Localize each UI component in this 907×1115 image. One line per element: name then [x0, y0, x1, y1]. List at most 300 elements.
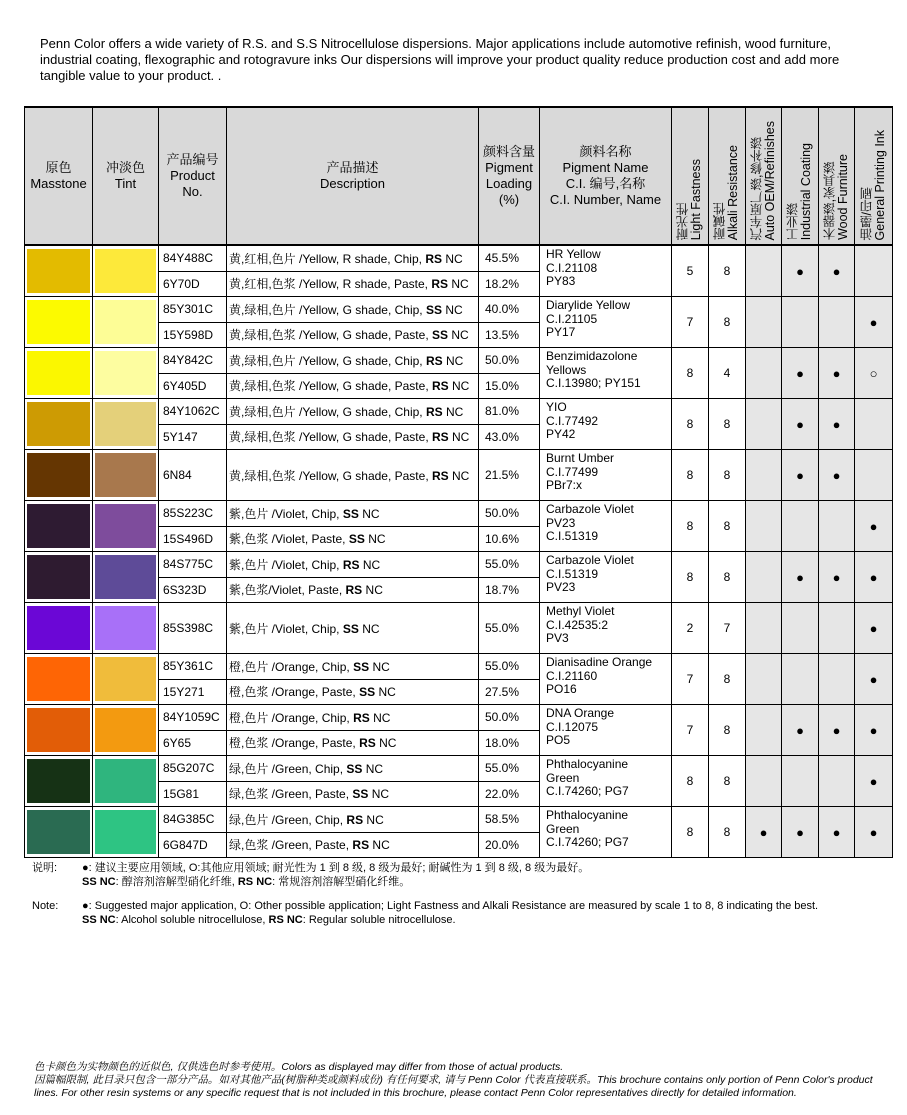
product-description: [227, 807, 479, 833]
header-wood-furniture: 木器漆,家具漆 Wood Furniture: [819, 107, 855, 245]
tint-swatch: [93, 756, 159, 807]
product-code: 85S398C: [159, 603, 227, 654]
printing-mark: ●: [855, 654, 893, 705]
desc-en: Yellow, G shade, Chip,: [302, 404, 423, 419]
table-row: [25, 552, 893, 578]
desc-cn: 绿,色浆 /: [229, 787, 276, 802]
masstone-swatch: [25, 705, 93, 756]
notes-cn-rsnc: RS NC: [237, 876, 273, 888]
pigment-loading: 40.0%: [479, 297, 540, 323]
industrial-mark: ●: [782, 348, 819, 399]
wood-mark: [819, 654, 855, 705]
header-auto-oem: 汽车原厂漆,修补漆 Auto OEM/Refinishes: [746, 107, 782, 245]
tint-color: [95, 555, 156, 599]
product-description: [227, 832, 479, 858]
tint-color: [95, 708, 156, 752]
desc-cn: 黄,绿相,色浆 /: [229, 430, 303, 445]
desc-nc-type: RS: [426, 404, 443, 419]
desc-nc: NC: [372, 659, 390, 674]
product-description: [227, 781, 479, 807]
tint-swatch: [93, 399, 159, 450]
notes-cn-label: 说明:: [32, 862, 58, 874]
masstone-swatch: [25, 654, 93, 705]
desc-en: Violet, Chip,: [275, 506, 340, 521]
auto-oem-mark: ●: [746, 807, 782, 858]
pigment-loading: 58.5%: [479, 807, 540, 833]
desc-nc-type: SS: [432, 328, 449, 343]
masstone-swatch: [25, 807, 93, 858]
wood-mark: ●: [819, 552, 855, 603]
desc-cn: 橙,色浆 /: [229, 736, 276, 751]
masstone-swatch: [25, 399, 93, 450]
auto-oem-mark: [746, 501, 782, 552]
product-description: [227, 322, 479, 348]
auto-oem-mark: [746, 297, 782, 348]
printing-mark: ●: [855, 297, 893, 348]
desc-en: Orange, Paste,: [275, 736, 356, 751]
desc-nc-type: RS: [342, 557, 360, 572]
pigment-loading: 50.0%: [479, 501, 540, 527]
footer-line1: 色卡颜色为实物颜色的近似色, 仅供选色时参考使用。Colors as displayed may differ from those of actual products.: [34, 1061, 564, 1073]
masstone-color: [27, 453, 90, 497]
pigment-loading: 45.5%: [479, 245, 540, 271]
product-code: 84Y488C: [159, 245, 227, 271]
desc-nc: NC: [445, 302, 463, 317]
masstone-color: [27, 708, 90, 752]
printing-mark: [855, 399, 893, 450]
masstone-color: [27, 402, 90, 446]
desc-en: Green, Paste,: [275, 787, 350, 802]
masstone-color: [27, 657, 90, 701]
desc-nc-type: SS: [342, 621, 359, 636]
printing-mark: ○: [855, 348, 893, 399]
desc-nc: NC: [365, 583, 383, 598]
desc-cn: 黄,绿相,色片 /: [229, 302, 303, 317]
desc-cn: 绿,色浆 /: [229, 838, 276, 853]
masstone-swatch: [25, 501, 93, 552]
industrial-mark: ●: [782, 450, 819, 501]
notes-cn-rsnc-text: : 常规溶剂溶解型硝化纤维。: [272, 876, 411, 888]
pigment-name: Benzimidazolone Yellows C.I.13980; PY151: [540, 348, 672, 399]
desc-en: Green, Chip,: [275, 812, 344, 827]
pigment-loading: 13.5%: [479, 322, 540, 348]
notes-en: [32, 899, 872, 927]
pigment-name: Methyl Violet C.I.42535:2 PV3: [540, 603, 672, 654]
masstone-swatch: [25, 297, 93, 348]
desc-en: Yellow, R shade, Chip,: [302, 251, 422, 266]
desc-en: Yellow, G shade, Paste,: [302, 379, 429, 394]
light-fastness: 7: [672, 705, 709, 756]
tint-swatch: [93, 552, 159, 603]
wood-mark: [819, 603, 855, 654]
product-code: 15Y271: [159, 679, 227, 705]
alkali-resistance: 8: [709, 705, 746, 756]
desc-nc-type: RS: [432, 468, 449, 483]
alkali-resistance: 8: [709, 450, 746, 501]
header-row: [25, 107, 893, 245]
light-fastness: 2: [672, 603, 709, 654]
light-fastness: 8: [672, 450, 709, 501]
product-code: 15S496D: [159, 526, 227, 552]
pigment-loading: 27.5%: [479, 679, 540, 705]
desc-en: Green, Paste,: [275, 838, 350, 853]
desc-nc: NC: [452, 430, 470, 445]
masstone-swatch: [25, 756, 93, 807]
desc-nc-type: RS: [346, 812, 364, 827]
product-description: [227, 501, 479, 527]
pigment-loading: 20.0%: [479, 832, 540, 858]
desc-en: Yellow, G shade, Paste,: [302, 328, 429, 343]
masstone-color: [27, 555, 90, 599]
desc-nc: NC: [372, 838, 390, 853]
desc-en: Yellow, R shade, Paste,: [302, 277, 428, 292]
desc-cn: 黄,绿相,色浆 /: [229, 328, 303, 343]
pigment-name: Phthalocyanine Green C.I.74260; PG7: [540, 807, 672, 858]
masstone-swatch: [25, 603, 93, 654]
printing-mark: ●: [855, 552, 893, 603]
industrial-mark: ●: [782, 705, 819, 756]
desc-cn: 紫,色浆/: [229, 583, 272, 598]
pigment-name: Carbazole Violet PV23 C.I.51319: [540, 501, 672, 552]
desc-nc: NC: [445, 251, 463, 266]
pigment-name: Phthalocyanine Green C.I.74260; PG7: [540, 756, 672, 807]
product-table-container: [24, 106, 892, 858]
product-description: [227, 679, 479, 705]
product-description: [227, 424, 479, 450]
product-description: [227, 577, 479, 603]
wood-mark: ●: [819, 705, 855, 756]
desc-nc: NC: [452, 379, 470, 394]
header-industrial-coating: 工业漆 Industrial Coating: [782, 107, 819, 245]
product-description: [227, 756, 479, 782]
light-fastness: 7: [672, 297, 709, 348]
header-alkali-resistance: 耐碱性 Alkali Resistance: [709, 107, 746, 245]
product-description: [227, 245, 479, 271]
light-fastness: 8: [672, 807, 709, 858]
desc-cn: 橙,色浆 /: [229, 685, 276, 700]
desc-cn: 黄,红相,色浆 /: [229, 277, 303, 292]
table-row: [25, 807, 893, 833]
pigment-loading: 18.0%: [479, 730, 540, 756]
pigment-loading: 55.0%: [479, 552, 540, 578]
tint-swatch: [93, 654, 159, 705]
pigment-loading: 18.7%: [479, 577, 540, 603]
tint-color: [95, 453, 156, 497]
masstone-swatch: [25, 348, 93, 399]
pigment-loading: 55.0%: [479, 756, 540, 782]
industrial-mark: [782, 297, 819, 348]
product-description: [227, 450, 479, 501]
masstone-color: [27, 249, 90, 293]
notes-cn-line1: ●: 建议主要应用领域, O:其他应用领域; 耐光性为 1 到 8 级, 8 级为最好; 耐碱性为 1 到 8 级, 8 级为最好。: [82, 862, 590, 874]
table-row: [25, 399, 893, 425]
tint-swatch: [93, 807, 159, 858]
desc-nc: NC: [368, 532, 386, 547]
tint-color: [95, 351, 156, 395]
desc-nc: NC: [365, 761, 384, 776]
industrial-mark: ●: [782, 807, 819, 858]
header-masstone: 原色 Masstone: [25, 107, 93, 245]
tint-swatch: [93, 450, 159, 501]
desc-nc-type: RS: [426, 353, 443, 368]
product-table: [24, 106, 893, 858]
masstone-swatch: [25, 450, 93, 501]
desc-cn: 紫,色片 /: [229, 621, 276, 636]
industrial-mark: [782, 756, 819, 807]
desc-cn: 黄,绿相,色片 /: [229, 404, 303, 419]
masstone-swatch: [25, 245, 93, 297]
desc-cn: 黄,红相,色片 /: [229, 251, 303, 266]
printing-mark: ●: [855, 501, 893, 552]
desc-nc: NC: [373, 710, 391, 725]
desc-nc-type: RS: [431, 277, 448, 292]
tint-color: [95, 759, 156, 803]
pigment-loading: 21.5%: [479, 450, 540, 501]
desc-nc-type: RS: [352, 838, 370, 853]
product-description: [227, 348, 479, 374]
auto-oem-mark: [746, 654, 782, 705]
desc-en: Violet, Paste,: [275, 532, 346, 547]
product-description: [227, 705, 479, 731]
alkali-resistance: 8: [709, 399, 746, 450]
desc-nc: NC: [362, 557, 381, 572]
desc-nc: NC: [452, 468, 470, 483]
pigment-name: Burnt Umber C.I.77499 PBr7:x: [540, 450, 672, 501]
pigment-name: YIO C.I.77492 PY42: [540, 399, 672, 450]
table-row: [25, 603, 893, 654]
desc-cn: 绿,色片 /: [229, 812, 276, 827]
tint-color: [95, 606, 156, 650]
table-row: [25, 705, 893, 731]
wood-mark: [819, 756, 855, 807]
auto-oem-mark: [746, 603, 782, 654]
tint-swatch: [93, 348, 159, 399]
tint-swatch: [93, 297, 159, 348]
pigment-loading: 43.0%: [479, 424, 540, 450]
pigment-loading: 50.0%: [479, 348, 540, 374]
auto-oem-mark: [746, 552, 782, 603]
pigment-name: Dianisadine Orange C.I.21160 PO16: [540, 654, 672, 705]
desc-en: Orange, Chip,: [275, 710, 350, 725]
auto-oem-mark: [746, 705, 782, 756]
printing-mark: ●: [855, 756, 893, 807]
desc-nc-type: SS: [346, 761, 363, 776]
desc-cn: 紫,色片 /: [229, 557, 276, 572]
product-description: [227, 399, 479, 425]
header-description: 产品描述 Description: [227, 107, 479, 245]
desc-nc: NC: [379, 736, 397, 751]
desc-en: Yellow, G shade, Paste,: [302, 430, 429, 445]
product-description: [227, 654, 479, 680]
notes-en-ssnc-text: : Alcohol soluble nitrocellulose,: [115, 914, 266, 926]
notes-cn-ssnc: SS NC: [82, 876, 116, 888]
desc-cn: 紫,色浆 /: [229, 532, 276, 547]
tint-swatch: [93, 705, 159, 756]
desc-nc: NC: [366, 812, 384, 827]
desc-nc: NC: [362, 621, 380, 636]
auto-oem-mark: [746, 399, 782, 450]
tint-color: [95, 402, 156, 446]
tint-color: [95, 249, 156, 293]
pigment-name: Carbazole Violet C.I.51319 PV23: [540, 552, 672, 603]
auto-oem-mark: [746, 348, 782, 399]
masstone-color: [27, 351, 90, 395]
desc-en: Yellow, G shade, Paste,: [302, 468, 429, 483]
alkali-resistance: 8: [709, 756, 746, 807]
notes-cn: [32, 861, 872, 889]
product-code: 6Y65: [159, 730, 227, 756]
alkali-resistance: 8: [709, 501, 746, 552]
alkali-resistance: 7: [709, 603, 746, 654]
product-code: 85G207C: [159, 756, 227, 782]
tint-swatch: [93, 501, 159, 552]
industrial-mark: [782, 654, 819, 705]
product-description: [227, 730, 479, 756]
table-row: [25, 450, 893, 501]
pigment-loading: 50.0%: [479, 705, 540, 731]
table-row: [25, 756, 893, 782]
desc-nc-type: SS: [342, 506, 359, 521]
masstone-color: [27, 759, 90, 803]
header-pigment-loading: 颜料含量 Pigment Loading (%): [479, 107, 540, 245]
light-fastness: 8: [672, 399, 709, 450]
header-printing-ink: 油墨/印刷 General Printing Ink: [855, 107, 893, 245]
wood-mark: ●: [819, 245, 855, 297]
footer-disclaimer: [34, 1061, 874, 1100]
notes-cn-ssnc-text: : 醇溶剂溶解型硝化纤维,: [115, 876, 235, 888]
industrial-mark: [782, 603, 819, 654]
light-fastness: 8: [672, 552, 709, 603]
header-tint: 冲淡色 Tint: [93, 107, 159, 245]
desc-nc-type: SS: [348, 532, 365, 547]
light-fastness: 7: [672, 654, 709, 705]
product-description: [227, 526, 479, 552]
masstone-color: [27, 606, 90, 650]
masstone-swatch: [25, 552, 93, 603]
desc-nc: NC: [378, 685, 396, 700]
product-code: 6G847D: [159, 832, 227, 858]
industrial-mark: ●: [782, 245, 819, 297]
desc-nc-type: RS: [353, 710, 370, 725]
table-row: [25, 654, 893, 680]
wood-mark: ●: [819, 399, 855, 450]
printing-mark: ●: [855, 705, 893, 756]
product-code: 6Y70D: [159, 271, 227, 297]
desc-en: Orange, Chip,: [275, 659, 350, 674]
tint-swatch: [93, 603, 159, 654]
alkali-resistance: 8: [709, 297, 746, 348]
desc-en: Violet, Paste,: [271, 583, 343, 598]
desc-nc: NC: [446, 353, 464, 368]
alkali-resistance: 8: [709, 245, 746, 297]
alkali-resistance: 8: [709, 654, 746, 705]
desc-nc: NC: [362, 506, 380, 521]
desc-nc-type: SS: [426, 302, 443, 317]
tint-color: [95, 810, 156, 854]
notes-en-line1: ●: Suggested major application, O: Other possible application; Light Fastness and Alkali Resistance are measured by scale 1 to 8, 8 indicating the best.: [82, 900, 819, 912]
desc-cn: 黄,绿相,色片 /: [229, 353, 303, 368]
product-code: 5Y147: [159, 424, 227, 450]
product-description: [227, 552, 479, 578]
tint-color: [95, 300, 156, 344]
intro-paragraph: Penn Color offers a wide variety of R.S. and S.S Nitrocellulose dispersions. Major applications include automotive refinish, wood furniture, industrial coating, flexographic and rotogravure inks Our dispersions will improve your product quality reduce production cost and add more tangible value to your product. .: [40, 36, 840, 83]
product-description: [227, 603, 479, 654]
product-code: 15Y598D: [159, 322, 227, 348]
desc-cn: 橙,色片 /: [229, 710, 276, 725]
printing-mark: ●: [855, 807, 893, 858]
product-code: 84S775C: [159, 552, 227, 578]
light-fastness: 8: [672, 756, 709, 807]
desc-nc-type: RS: [432, 379, 449, 394]
product-code: 84Y1059C: [159, 705, 227, 731]
light-fastness: 8: [672, 348, 709, 399]
pigment-loading: 10.6%: [479, 526, 540, 552]
desc-en: Yellow, G shade, Chip,: [302, 353, 423, 368]
pigment-name: DNA Orange C.I.12075 PO5: [540, 705, 672, 756]
alkali-resistance: 4: [709, 348, 746, 399]
printing-mark: [855, 450, 893, 501]
masstone-color: [27, 504, 90, 548]
wood-mark: [819, 501, 855, 552]
product-code: 6S323D: [159, 577, 227, 603]
desc-nc-type: SS: [353, 659, 370, 674]
desc-en: Green, Chip,: [275, 761, 344, 776]
alkali-resistance: 8: [709, 807, 746, 858]
notes-en-rsnc-text: : Regular soluble nitrocellulose.: [302, 914, 456, 926]
auto-oem-mark: [746, 450, 782, 501]
product-code: 6Y405D: [159, 373, 227, 399]
tint-swatch: [93, 245, 159, 297]
desc-nc-type: RS: [359, 736, 376, 751]
industrial-mark: [782, 501, 819, 552]
pigment-loading: 22.0%: [479, 781, 540, 807]
pigment-loading: 18.2%: [479, 271, 540, 297]
wood-mark: ●: [819, 348, 855, 399]
pigment-name: HR Yellow C.I.21108 PY83: [540, 245, 672, 297]
tint-color: [95, 504, 156, 548]
light-fastness: 8: [672, 501, 709, 552]
masstone-color: [27, 300, 90, 344]
product-description: [227, 373, 479, 399]
product-code: 15G81: [159, 781, 227, 807]
product-code: 85S223C: [159, 501, 227, 527]
header-pigment-name: 颜料名称 Pigment Name C.I. 编号,名称 C.I. Number, Name: [540, 107, 672, 245]
desc-cn: 橙,色片 /: [229, 659, 276, 674]
pigment-loading: 55.0%: [479, 603, 540, 654]
desc-en: Violet, Chip,: [275, 557, 340, 572]
table-body: [25, 245, 893, 858]
product-code: 84Y1062C: [159, 399, 227, 425]
product-code: 85Y361C: [159, 654, 227, 680]
notes-en-ssnc: SS NC: [82, 914, 116, 926]
desc-nc-type: RS: [432, 430, 449, 445]
product-code: 6N84: [159, 450, 227, 501]
masstone-color: [27, 810, 90, 854]
desc-cn: 绿,色片 /: [229, 761, 276, 776]
product-code: 85Y301C: [159, 297, 227, 323]
desc-nc: NC: [446, 404, 464, 419]
notes-en-rsnc: RS NC: [268, 914, 303, 926]
printing-mark: ●: [855, 603, 893, 654]
notes-en-label: Note:: [32, 900, 59, 912]
desc-en: Yellow, G shade, Chip,: [302, 302, 423, 317]
desc-en: Violet, Chip,: [275, 621, 340, 636]
auto-oem-mark: [746, 756, 782, 807]
industrial-mark: ●: [782, 399, 819, 450]
tint-color: [95, 657, 156, 701]
printing-mark: [855, 245, 893, 297]
wood-mark: ●: [819, 450, 855, 501]
